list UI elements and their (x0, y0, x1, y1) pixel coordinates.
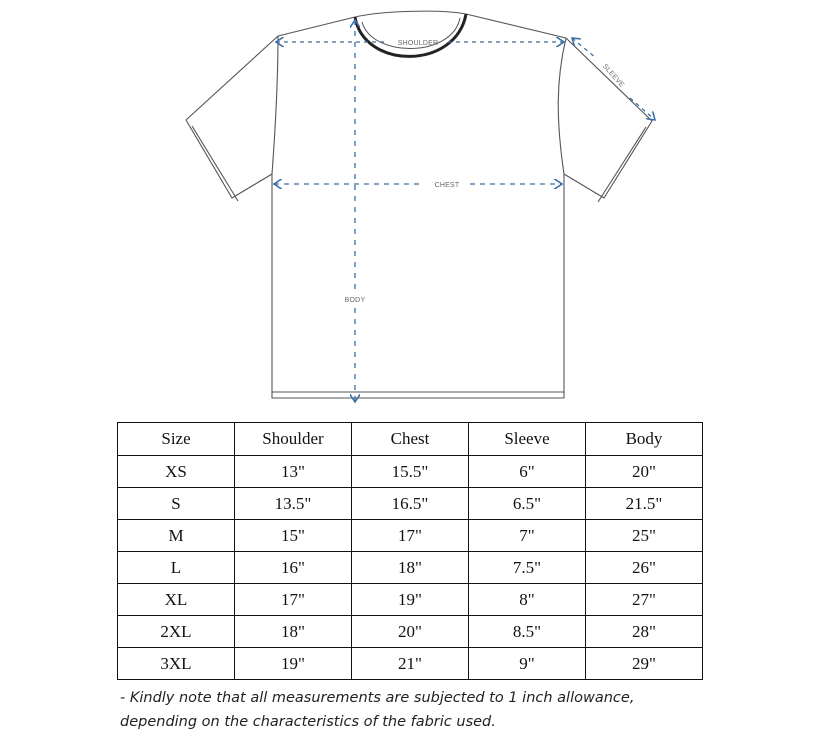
cell-shoulder: 13" (235, 456, 352, 488)
cell-shoulder: 19" (235, 648, 352, 680)
cell-sleeve: 6.5" (469, 488, 586, 520)
table-header-row (118, 423, 703, 456)
table-row (118, 616, 703, 648)
tshirt-collar (355, 11, 466, 56)
cell-sleeve: 6" (469, 456, 586, 488)
cell-sleeve: 8" (469, 584, 586, 616)
note-line-1: - Kindly note that all measurements are subjected to 1 inch allowance, (120, 690, 635, 706)
cell-sleeve: 9" (469, 648, 586, 680)
cell-body: 28" (586, 616, 703, 648)
shoulder-dimension (276, 40, 564, 47)
sleeve-label: SLEEVE (600, 63, 626, 89)
table-row (118, 456, 703, 488)
cell-shoulder: 13.5" (235, 488, 352, 520)
tshirt-outline (186, 14, 652, 398)
header-chest: Chest (352, 423, 469, 456)
header-size: Size (118, 423, 235, 456)
cell-body: 29" (586, 648, 703, 680)
cell-sleeve: 7" (469, 520, 586, 552)
cell-size: M (118, 520, 235, 552)
measurement-allowance-note (120, 686, 760, 734)
table-row (118, 520, 703, 552)
cell-chest: 16.5" (352, 488, 469, 520)
cell-size: XL (118, 584, 235, 616)
cell-sleeve: 7.5" (469, 552, 586, 584)
cell-size: 2XL (118, 616, 235, 648)
cell-chest: 19" (352, 584, 469, 616)
note-line-2: depending on the characteristics of the fabric used. (120, 714, 496, 730)
shoulder-label: SHOULDER (397, 40, 439, 47)
header-shoulder: Shoulder (235, 423, 352, 456)
size-chart-table (117, 422, 703, 680)
cell-size: XS (118, 456, 235, 488)
cell-chest: 20" (352, 616, 469, 648)
header-body: Body (586, 423, 703, 456)
cell-chest: 21" (352, 648, 469, 680)
cell-body: 20" (586, 456, 703, 488)
cell-body: 27" (586, 584, 703, 616)
cell-size: L (118, 552, 235, 584)
cell-shoulder: 17" (235, 584, 352, 616)
cell-body: 25" (586, 520, 703, 552)
chest-label: CHEST (434, 182, 460, 189)
table-row (118, 552, 703, 584)
cell-chest: 17" (352, 520, 469, 552)
sleeve-dimension (572, 38, 655, 120)
cell-shoulder: 15" (235, 520, 352, 552)
table-row (118, 488, 703, 520)
cell-chest: 15.5" (352, 456, 469, 488)
table-row (118, 648, 703, 680)
cell-body: 21.5" (586, 488, 703, 520)
body-dimension (345, 20, 366, 402)
cell-chest: 18" (352, 552, 469, 584)
cell-size: 3XL (118, 648, 235, 680)
chest-dimension (274, 182, 562, 189)
table-row (118, 584, 703, 616)
cell-sleeve: 8.5" (469, 616, 586, 648)
cell-body: 26" (586, 552, 703, 584)
body-label: BODY (344, 297, 366, 304)
cell-shoulder: 16" (235, 552, 352, 584)
cell-shoulder: 18" (235, 616, 352, 648)
header-sleeve: Sleeve (469, 423, 586, 456)
cell-size: S (118, 488, 235, 520)
